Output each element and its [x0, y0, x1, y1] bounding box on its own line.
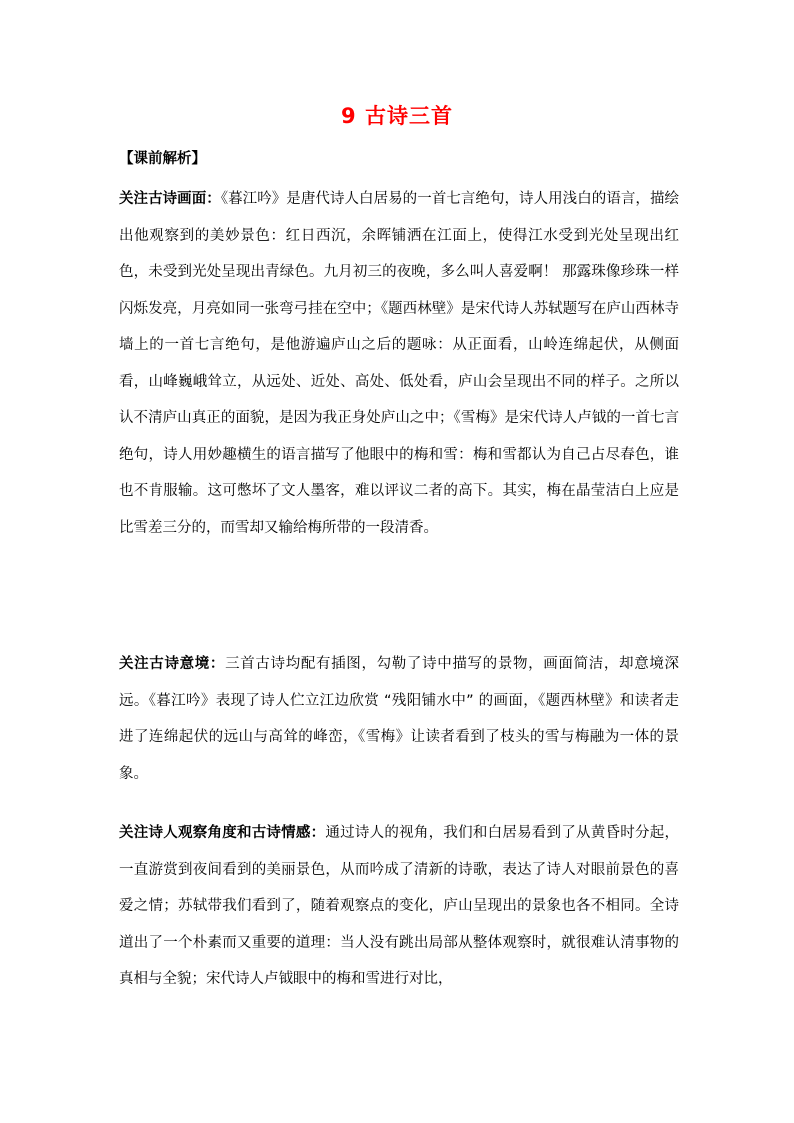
- paragraph-mood: [119, 646, 679, 792]
- page-title: 9 古诗三首: [341, 104, 453, 128]
- paragraph-lead: 关注诗人观察角度和古诗情感：: [119, 825, 326, 841]
- paragraph-scene: [119, 181, 679, 546]
- paragraph-perspective: [119, 815, 679, 998]
- paragraph-lead: 关注古诗意境：: [119, 656, 226, 672]
- paragraph-text: 三首古诗均配有插图，勾勒了诗中描写的景物，画面简洁，却意境深远。《暮江吟》表现了诗人伫立江边欣赏 “残阳铺水中” 的画面，《题西林壁》和读者走进了连绵起伏的远山与高耸的峰峦，《雪梅》让读者看到了枝头的雪与梅融为一体的景象。: [119, 656, 680, 782]
- paragraph-text: 《暮江吟》是唐代诗人白居易的一首七言绝句，诗人用浅白的语言，描绘出他观察到的美妙景色：红日西沉，余晖铺洒在江面上，使得江水受到光处呈现出红色，未受到光处呈现出青绿色。九月初三的夜晚，多么叫人喜爱啊！ 那露珠像珍珠一样闪烁发亮，月亮如同一张弯弓挂在空中；《题西林壁》是宋代诗人苏轼题写在庐山西林寺墙上的一首七言绝句，是他游遍庐山之后的题咏：从正面看，山岭连绵起伏，从侧面看，山峰巍峨耸立，从远处、近处、高处、低处看，庐山会呈现出不同的样子。之所以认不清庐山真正的面貌，是因为我正身处庐山之中；《雪梅》是宋代诗人卢钺的一首七言绝句，诗人用妙趣横生的语言描写了他眼中的梅和雪：梅和雪都认为自己占尽春色，谁也不肯服输。这可憋坏了文人墨客，难以评议二者的高下。其实，梅在晶莹洁白上应是比雪差三分的，而雪却又输给梅所带的一段清香。: [119, 191, 680, 536]
- paragraph-lead: 关注古诗画面：: [119, 191, 221, 207]
- paragraph-text: 通过诗人的视角，我们和白居易看到了从黄昏时分起，一直游赏到夜间看到的美丽景色，从而吟成了清新的诗歌，表达了诗人对眼前景色的喜爱之情；苏轼带我们看到了，随着观察点的变化，庐山呈现出的景象也各不相同。全诗道出了一个朴素而又重要的道理：当人没有跳出局部从整体观察时，就很难认清事物的真相与全貌；宋代诗人卢钺眼中的梅和雪进行对比，: [119, 825, 679, 987]
- section-heading: 【课前解析】: [119, 151, 206, 167]
